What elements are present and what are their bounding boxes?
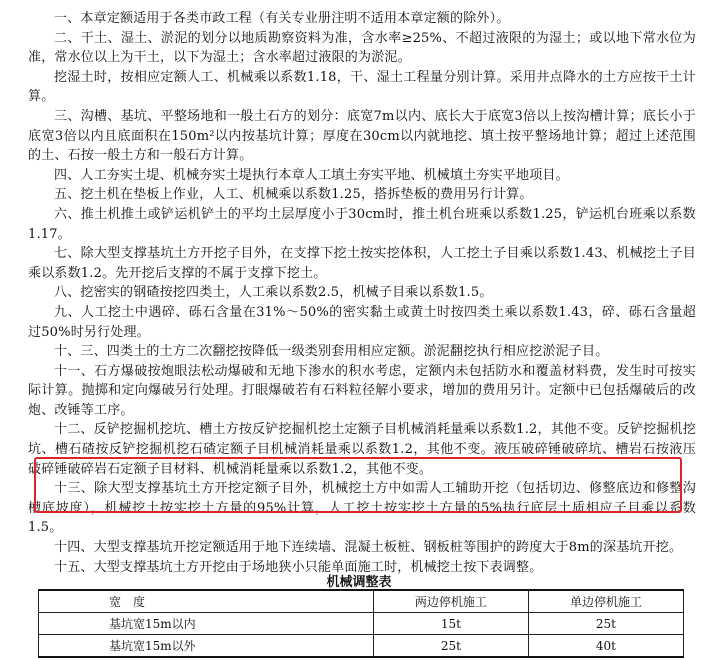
header-two-side: 两边停机施工 — [373, 590, 528, 613]
paragraph: 二、干土、湿土、淤泥的划分以地质勘察资料为准，含水率≥25%、不超过液限的为湿土；或以地下常水位为准，常水位以上为干土，以下为湿土；含水率超过液限的为淤泥。 — [28, 30, 696, 66]
table-row — [39, 613, 684, 635]
paragraph: 九、人工挖土中遇碎、砾石含量在31%～50%的密实黏土或黄土时按四类土乘以系数1.43，碎、砾石含量超过50%时另行处理。 — [28, 304, 696, 340]
paragraph: 七、除大型支撑基坑土方开挖子目外，在支撑下挖土按实挖体积，人工挖土子目乘以系数1.43、机械挖土子目乘以系数1.2。先开挖后支撑的不属于支撑下挖土。 — [28, 246, 696, 281]
paragraph: 十、三、四类土的土方二次翻挖按降低一级类别套用相应定额。淤泥翻挖执行相应挖淤泥子目。 — [54, 344, 609, 360]
table-cell: 25t — [373, 635, 528, 658]
table-title: 机械调整表 — [326, 575, 392, 590]
table-cell: 基坑宽15m以内 — [39, 613, 374, 635]
highlighted-paragraph: 十三、除大型支撑基坑土方开挖定额子目外，机械挖土方中如需人工辅助开挖（包括切边、修整底边和修整沟槽底坡度），机械挖土按实挖土方量的95%计算，人工挖土按实挖土方量的5%执行底层土质相应子目乘以系数1.5。 — [28, 481, 696, 536]
machine-adjustment-table — [38, 589, 684, 658]
table-header-row — [39, 590, 684, 613]
paragraph: 四、人工夯实土堤、机械夯实土堤执行本章人工填土夯实平地、机械填土夯实平地项目。 — [54, 167, 569, 183]
header-width: 宽 度 — [39, 590, 374, 613]
table-cell: 15t — [373, 613, 528, 635]
paragraph: 十一、石方爆破按炮眼法松动爆破和无地下渗水的积水考虑，定额内未包括防水和覆盖材料费，发生时可按实际计算。抛掷和定向爆破另行处理。打眼爆破若有石料粒径解小要求，增加的费用另计。定额中已包括爆破后的改炮、改锤等工序。 — [28, 363, 696, 418]
paragraph: 一、本章定额适用于各类市政工程（有关专业册注明不适用本章定额的除外）。 — [54, 11, 510, 26]
paragraph: 五、挖土机在垫板上作业，人工、机械乘以系数1.25，搭拆垫板的费用另行计算。 — [54, 187, 533, 203]
paragraph: 十四、大型支撑基坑开挖定额适用于地下连续墙、混凝土板桩、钢板桩等围护的跨度大于8m的深基坑开挖。 — [54, 540, 683, 556]
paragraph: 三、沟槽、基坑、平整场地和一般土石方的划分：底宽7m以内、底长大于底宽3倍以上按沟槽计算；底长小于底宽3倍以内且底面积在150m²以内按基坑计算；厚度在30cm以内就地挖、填土按平整场地计算；超过上述范围的土、石按一般土方和一般石方计算。 — [28, 108, 696, 164]
table-cell: 25t — [528, 613, 683, 635]
table-row — [39, 635, 684, 658]
table-cell: 40t — [528, 635, 683, 658]
paragraph: 六、推土机推土或铲运机铲土的平均土层厚度小于30cm时，推土机台班乘以系数1.25，铲运机台班乘以系数1.17。 — [28, 206, 696, 242]
paragraph: 十五、大型支撑基坑土方开挖由于场地狭小只能单面施工时，机械挖土按下表调整。 — [54, 559, 543, 575]
table-cell: 基坑宽15m以外 — [39, 635, 374, 658]
paragraph-list — [28, 9, 696, 577]
paragraph: 十二、反铲挖掘机挖坑、槽土方按反铲挖掘机挖土定额子目机械消耗量乘以系数1.2，其他不变。反铲挖掘机挖坑、槽石碴按反铲挖掘机挖石碴定额子目机械消耗量乘以系数1.2，其他不变。液压破碎锤破碎坑、槽岩石按液压破碎锤破碎岩石定额子目材料、机械消耗量乘以系数1.2，其他不变。 — [28, 422, 696, 477]
paragraph: 挖湿土时，按相应定额人工、机械乘以系数1.18，干、湿土工程量分别计算。采用井点降水的土方应按干土计算。 — [28, 69, 696, 105]
paragraph: 八、挖密实的钢碴按挖四类土，人工乘以系数2.5，机械子目乘以系数1.5。 — [54, 285, 493, 301]
header-one-side: 单边停机施工 — [528, 590, 683, 613]
